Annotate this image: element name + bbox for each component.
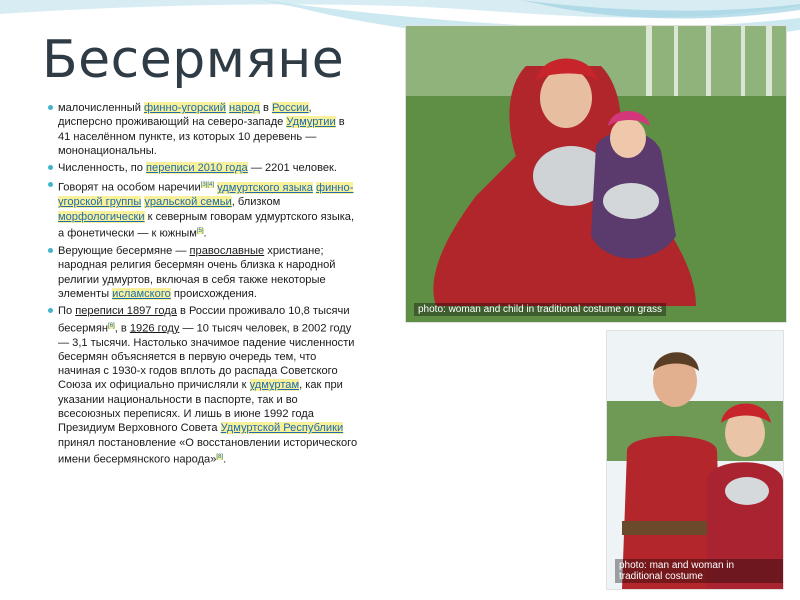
bullet-text: принял постановление «О восстановлении исторического имени бесермянского народа» [58, 436, 358, 466]
photo-caption: photo: man and woman in traditional costume [615, 559, 783, 583]
link-1926[interactable]: 1926 году [129, 322, 180, 335]
bullet-text: — 10 тысяч человек, в 2002 году — 3,1 тысячи. Настолько значимое падение численности бесермян объясняется в первую очередь тем, что начиная с 1930-х годов вплоть до распада Советского Союза их официально причисляли к [58, 322, 355, 392]
bullet-text: , близком [231, 196, 281, 209]
photo-caption: photo: woman and child in traditional costume on grass [414, 303, 666, 316]
bullet-text: в 41 населённом пункте, из которых 10 деревень — мононациональны. [58, 116, 345, 157]
link-finno-ugric-group[interactable]: финно-угорской группы [58, 182, 354, 209]
link-census-1897[interactable]: переписи 1897 года [75, 305, 177, 318]
bullet-text: Говорят на особом наречии [58, 182, 201, 195]
page-title: Бесермяне [42, 30, 345, 90]
photo-man-and-woman-art [607, 331, 783, 589]
bullet-text: . [223, 453, 227, 466]
bullet-text: малочисленный [58, 102, 144, 114]
link-islamic[interactable]: исламского [112, 287, 171, 300]
link-udmurtia[interactable]: Удмуртии [286, 116, 336, 129]
bullet-text: в России проживало 10,8 тысячи бесермян [58, 305, 350, 335]
link-udmurt-republic[interactable]: Удмуртской Республики [220, 422, 344, 435]
link-orthodox[interactable]: православные [189, 245, 265, 258]
bullet-item [46, 101, 358, 158]
link-finno-ugric[interactable]: финно-угорский [144, 102, 226, 114]
bullet-item [46, 304, 358, 467]
link-people[interactable]: народ [229, 102, 260, 114]
bullet-text: По [58, 305, 76, 318]
link-udmurt-language[interactable]: удмуртского языка [217, 182, 313, 195]
link-morphologically[interactable]: морфологически [58, 210, 145, 223]
photo-man-and-woman [606, 330, 784, 590]
footnote-ref[interactable]: [8] [216, 453, 224, 460]
footnote-ref[interactable]: [3][4] [200, 182, 214, 189]
bullet-text: Численность, по [58, 162, 147, 175]
bullet-text: к северным говорам удмуртского языка, а фонетически — к южным [58, 210, 355, 240]
bullet-text: , дисперсно проживающий на северо-западе [58, 102, 312, 129]
bullet-text: , в [114, 322, 130, 335]
bullet-text: христиане; народная религия бесермян очень близка к народной религии удмуртов, включая в себя также некоторые элементы [58, 245, 336, 300]
photo-woman-and-child-art [406, 26, 786, 322]
bullet-text: — 2201 человек. [247, 162, 337, 175]
link-uralic-family[interactable]: уральской семьи [144, 196, 232, 209]
bullet-item [46, 244, 358, 301]
footnote-ref[interactable]: [6] [108, 322, 115, 329]
bullet-item [46, 178, 358, 241]
bullet-text: , как при указании национальности в паспорте, так и во всесоюзных переписях. И лишь в июне 1992 года Президиум Верховного Совета [58, 379, 343, 435]
bullet-text: происхождения. [170, 287, 257, 300]
link-russia[interactable]: России [271, 102, 309, 114]
bullet-text: . [203, 227, 207, 240]
link-udmurts[interactable]: удмуртам [249, 379, 300, 392]
footnote-ref[interactable]: [5] [196, 228, 204, 235]
link-census-2010[interactable]: переписи 2010 года [146, 162, 248, 175]
photo-woman-and-child [405, 25, 787, 323]
bullet-list [46, 101, 358, 470]
bullet-item [46, 161, 358, 175]
bullet-text: в [259, 102, 272, 114]
bullet-text: Верующие бесермяне — [58, 245, 190, 258]
